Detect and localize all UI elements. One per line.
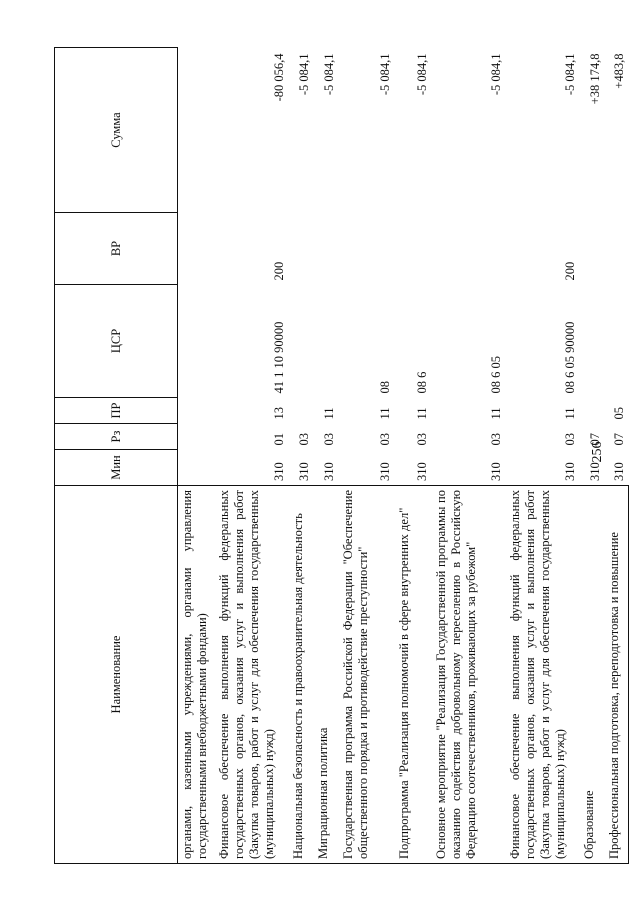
row-pr xyxy=(580,398,605,424)
row-vr xyxy=(395,213,432,285)
row-pr xyxy=(289,398,314,424)
row-vr xyxy=(178,213,215,285)
row-csr: 08 xyxy=(377,381,392,394)
row-sum: -5 084,1 xyxy=(296,53,311,96)
table-row xyxy=(178,48,215,864)
row-pr: 11 xyxy=(321,407,336,420)
row-name: Национальная безопасность и правоохранительная деятельность xyxy=(289,486,314,864)
row-rz: 07 xyxy=(587,433,602,446)
row-min: 310 xyxy=(488,462,503,481)
row-min: 310 xyxy=(271,462,286,481)
row-vr: 200 xyxy=(562,261,577,281)
row-rz xyxy=(178,424,215,450)
row-min: 310 xyxy=(414,462,429,481)
row-sum: -5 084,1 xyxy=(377,53,392,96)
row-name: Финансовое обеспечение выполнения функций федеральных государственных органов, оказания услуг и выполнения работ (Закупка товаров, работ и услуг для обеспечения государственных (муниципальных) нужд) xyxy=(215,486,289,864)
row-min: 310 xyxy=(296,462,311,481)
row-pr: 11 xyxy=(377,407,392,420)
row-csr xyxy=(314,285,339,398)
row-min: 310 xyxy=(321,462,336,481)
row-pr: 11 xyxy=(488,407,503,420)
table-row xyxy=(580,48,605,864)
row-vr xyxy=(339,213,395,285)
row-csr: 08 6 05 xyxy=(488,356,503,394)
header-pr: ПР xyxy=(55,398,178,424)
row-name: Образование xyxy=(580,486,605,864)
budget-table xyxy=(54,47,629,864)
row-pr: 11 xyxy=(562,407,577,420)
row-sum: -5 084,1 xyxy=(321,53,336,96)
header-name: Наименование xyxy=(55,486,178,864)
row-pr: 05 xyxy=(611,407,626,420)
row-name: Профессиональная подготовка, переподготовка и повышение xyxy=(605,486,629,864)
row-sum xyxy=(178,48,215,213)
row-vr xyxy=(580,213,605,285)
row-vr xyxy=(289,213,314,285)
row-min: 310 xyxy=(587,462,602,481)
row-vr xyxy=(314,213,339,285)
row-rz: 03 xyxy=(321,433,336,446)
row-min: 310 xyxy=(611,462,626,481)
row-name: Миграционная политика xyxy=(314,486,339,864)
row-csr xyxy=(580,285,605,398)
row-csr xyxy=(289,285,314,398)
row-rz: 03 xyxy=(377,433,392,446)
table-row xyxy=(395,48,432,864)
row-pr: 11 xyxy=(414,407,429,420)
row-rz: 07 xyxy=(611,433,626,446)
table-row xyxy=(605,48,629,864)
row-sum: -5 084,1 xyxy=(488,53,503,96)
row-sum: +38 174,8 xyxy=(587,53,602,105)
row-csr xyxy=(178,285,215,398)
row-pr xyxy=(178,398,215,424)
row-rz: 01 xyxy=(271,433,286,446)
row-min: 310 xyxy=(377,462,392,481)
table-row xyxy=(215,48,289,864)
row-vr xyxy=(605,213,629,285)
header-vr: ВР xyxy=(55,213,178,285)
row-rz: 03 xyxy=(488,433,503,446)
row-sum: +483,8 xyxy=(611,53,626,89)
row-name: Финансовое обеспечение выполнения функций федеральных государственных органов, оказания услуг и выполнения работ (Закупка товаров, работ и услуг для обеспечения государственных (муниципальных) нужд) xyxy=(506,486,580,864)
row-min xyxy=(178,450,215,486)
header-sum: Сумма xyxy=(55,48,178,213)
row-csr: 41 1 10 90000 xyxy=(271,321,286,394)
row-sum: -5 084,1 xyxy=(414,53,429,96)
row-name: Государственная программа Российской Федерации "Обеспечение общественного порядка и противодействие преступности" xyxy=(339,486,395,864)
row-csr xyxy=(605,285,629,398)
row-vr xyxy=(432,213,506,285)
row-min: 310 xyxy=(562,462,577,481)
header-csr: ЦСР xyxy=(55,285,178,398)
row-name: Основное мероприятие "Реализация Государственной программы по оказанию содействия добровольному переселению в Российскую Федерацию соотечественников, проживающих за рубежом" xyxy=(432,486,506,864)
table-row xyxy=(339,48,395,864)
table-row xyxy=(314,48,339,864)
row-name: Подпрограмма "Реализация полномочий в сфере внутренних дел" xyxy=(395,486,432,864)
row-csr: 08 6 05 90000 xyxy=(562,321,577,394)
row-rz: 03 xyxy=(296,433,311,446)
table-row xyxy=(432,48,506,864)
row-sum: -80 056,4 xyxy=(271,53,286,102)
row-name: органами, казенными учреждениями, органами управления государственными внебюджетными фондами) xyxy=(178,486,215,864)
row-rz: 03 xyxy=(562,433,577,446)
header-rz: Рз xyxy=(55,424,178,450)
row-rz: 03 xyxy=(414,433,429,446)
row-csr: 08 6 xyxy=(414,371,429,394)
header-min: Мин xyxy=(55,450,178,486)
table-row xyxy=(506,48,580,864)
page-number: 256 xyxy=(590,441,605,463)
row-vr: 200 xyxy=(271,261,286,281)
table-row xyxy=(289,48,314,864)
table-header-row xyxy=(55,48,178,864)
row-sum: -5 084,1 xyxy=(562,53,577,96)
row-pr: 13 xyxy=(271,407,286,420)
